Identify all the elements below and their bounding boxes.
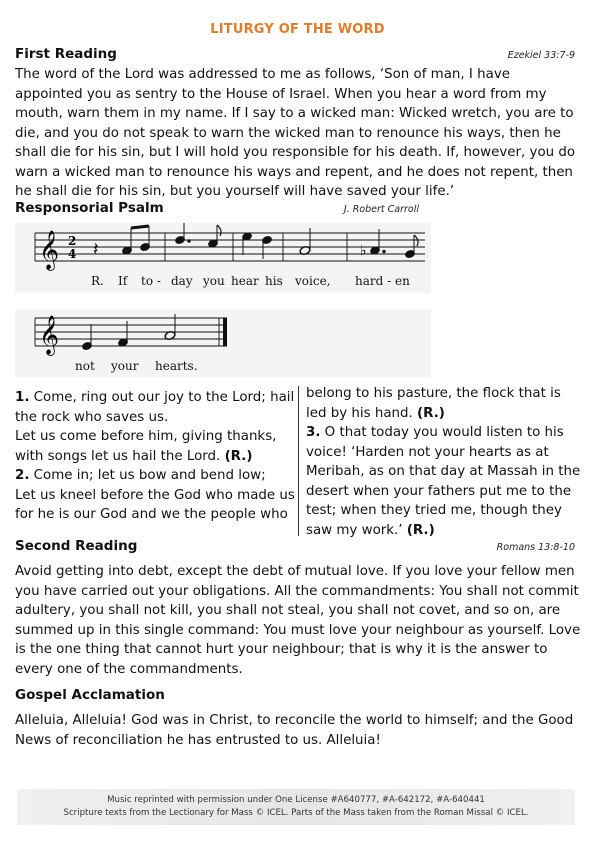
lyric: hear: [231, 274, 259, 288]
lyric: day: [171, 274, 193, 288]
time-signature-top: 2: [68, 234, 77, 248]
gospel-acclamation-text: Alleluia, Alleluia! God was in Christ, to reconcile the world to himself; and the Good News of reconciliation he has entrusted to us. Alleluia!: [15, 713, 574, 748]
lyric: your: [111, 359, 139, 373]
lyric: hard - en: [355, 274, 410, 288]
second-reading-heading: Second Reading: [15, 538, 138, 554]
column-divider: [298, 386, 299, 536]
treble-clef-icon: 𝄞: [39, 230, 60, 270]
verse-number: 3.: [306, 425, 321, 440]
footer-license: Music reprinted with permission under One License #A640777, #A-642172, #A-640441: [107, 795, 485, 805]
verse-number: 1.: [15, 390, 30, 405]
response-marker: (R.): [417, 405, 445, 421]
psalm-composer: J. Robert Carroll: [343, 204, 419, 215]
first-reading-reference: Ezekiel 33:7-9: [507, 50, 575, 61]
second-reading-text: Avoid getting into debt, except the debt of mutual love. If you love your fellow men you have carried out your obligations. All the commandments: You shall not commit adultery, you shall not kill, you shall not steal, you shall not covet, and so on, are summed up in this single command: You must love your neighbour as yourself. Love is the one thing that cannot hurt your neighbour; that is why it is the answer to every one of the commandments.: [15, 564, 581, 677]
psalm-verses-left: [15, 388, 295, 525]
lyric: his: [265, 274, 283, 288]
flat-icon: ♭: [360, 243, 367, 259]
lyric: voice,: [295, 274, 331, 288]
verse-text: belong to his pasture, the flock that is led by his hand.: [306, 386, 561, 421]
music-staff-line-1: [15, 223, 431, 293]
lyric: to -: [141, 274, 161, 288]
lyric: not: [75, 359, 95, 373]
psalm-verse-2: [15, 466, 295, 486]
psalm-heading: Responsorial Psalm: [15, 200, 164, 216]
verse-text: Come in; let us bow and bend low;: [29, 468, 266, 483]
psalm-verse-3: [306, 423, 582, 540]
psalm-verses-right: [306, 384, 582, 540]
footer-copyright: Scripture texts from the Lectionary for Mass © ICEL. Parts of the Mass taken from the Roman Missal © ICEL.: [63, 808, 529, 818]
page-title: LITURGY OF THE WORD: [210, 22, 385, 37]
lyric: hearts.: [155, 359, 198, 373]
first-reading-text: The word of the Lord was addressed to me as follows, ‘Son of man, I have appointed you as sentry to the House of Israel. When you hear a word from my mouth, warn them in my name. If I say to a wicked man: Wicked wretch, you are to die, and you do not speak to warn the wicked man to renounce his ways, then he shall die for his sin, but I will hold you responsible for his death. If, however, you do warn a wicked man to renounce his ways and repent, and he does not repent, then he shall die for his sin, but you yourself will have saved your life.’: [15, 67, 576, 199]
verse-text: O that today you would listen to his voice! ‘Harden not your hearts as at Meribah, as on that day at Massah in the desert when your fathers put me to the test; when they tried me, though they saw my work.’: [306, 425, 581, 538]
first-reading-heading: First Reading: [15, 46, 117, 62]
verse-text: Come, ring out our joy to the Lord; hail the rock who saves us.: [15, 390, 295, 425]
verse-number: 2.: [15, 468, 30, 483]
verse-text: Let us come before him, giving thanks, with songs let us hail the Lord.: [15, 429, 277, 464]
verse-text: Let us kneel before the God who made us for he is our God and we the people who: [15, 487, 295, 522]
music-staff-line-2: [15, 310, 431, 377]
psalm-verse-1: [15, 388, 295, 427]
lyric: If: [118, 274, 128, 288]
gospel-acclamation-heading: Gospel Acclamation: [15, 687, 165, 703]
response-marker: (R.): [224, 448, 253, 464]
treble-clef-icon: 𝄞: [39, 315, 60, 355]
lyric: R.: [91, 274, 104, 288]
footer: [17, 789, 575, 825]
response-marker: (R.): [406, 522, 435, 538]
lyric: you: [203, 274, 225, 288]
second-reading-reference: Romans 13:8-10: [496, 542, 575, 553]
quarter-rest-icon: 𝄽: [93, 239, 99, 260]
time-signature-bottom: 4: [68, 247, 77, 261]
